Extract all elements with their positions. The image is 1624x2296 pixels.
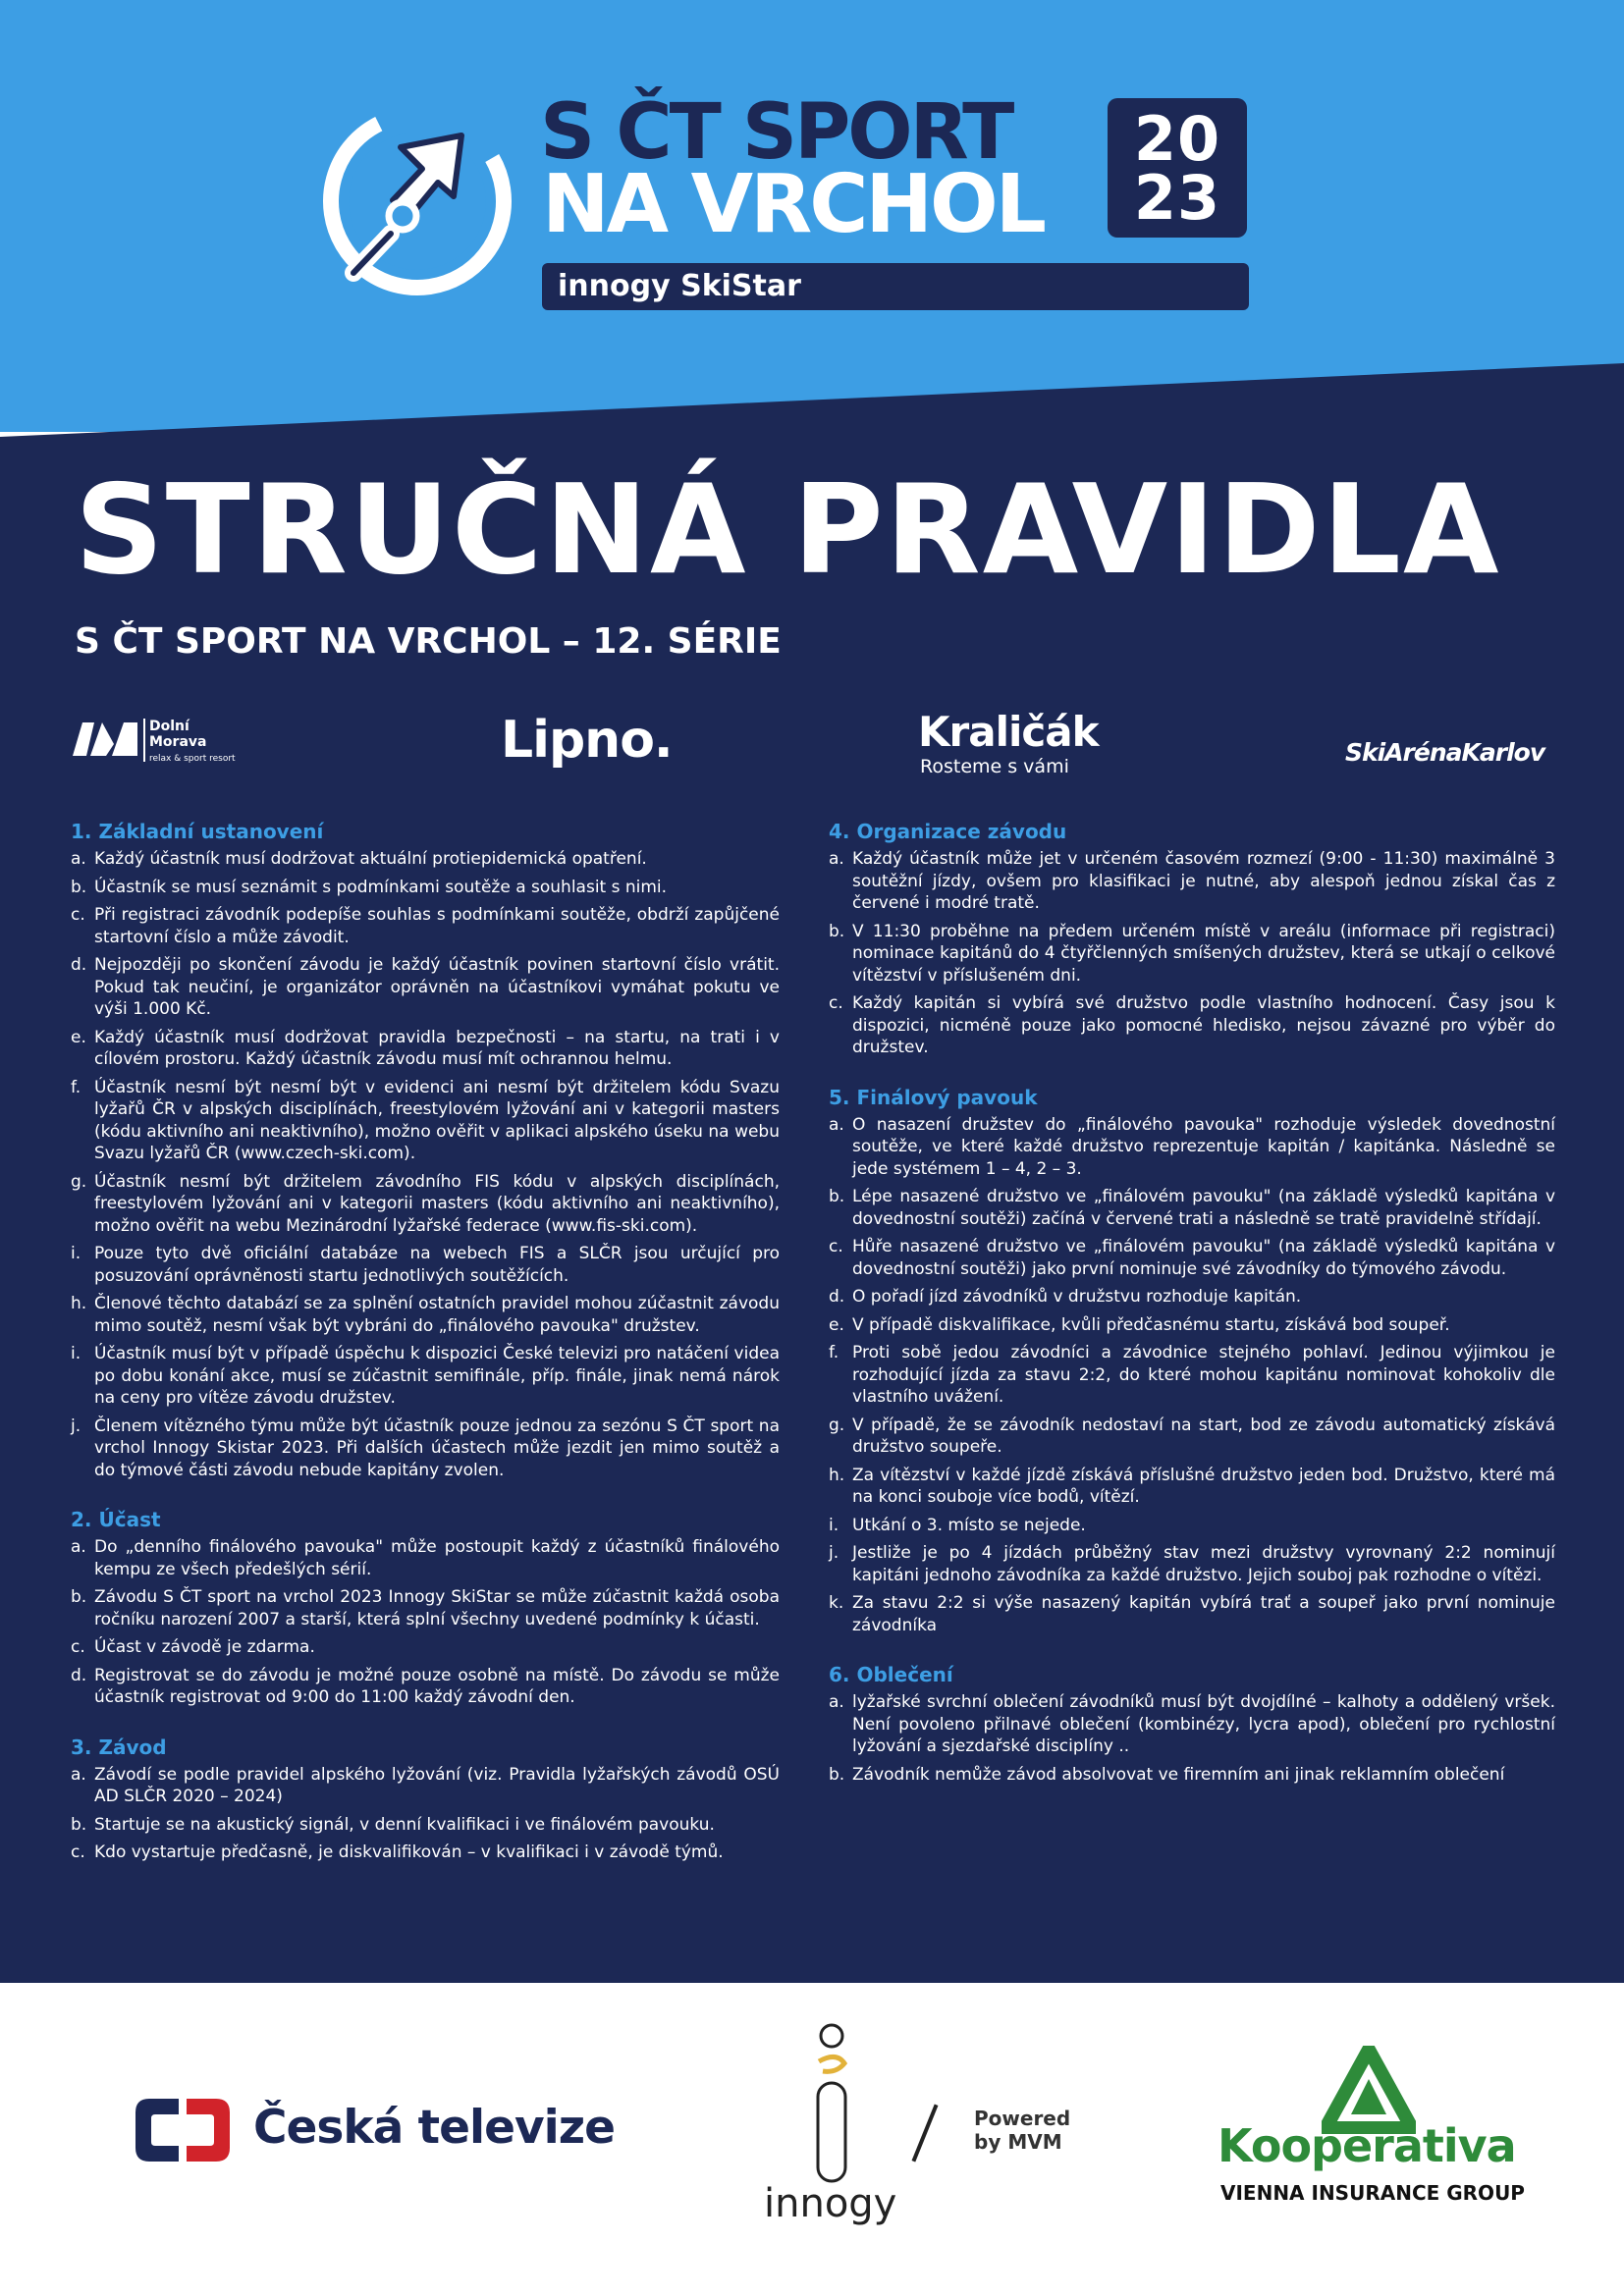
rule-text: Závodník nemůže závod absolvovat ve firemním ani jinak reklamním oblečení bbox=[852, 1764, 1505, 1785]
rule-text: Účastník se musí seznámit s podmínkami soutěže a souhlasit s nimi. bbox=[94, 877, 668, 897]
rule-text: Registrovat se do závodu je možné pouze osobně na místě. Do závodu se může účastník registrovat od 9:00 do 11:00 každý závodní den. bbox=[94, 1665, 780, 1707]
rule-letter: i. bbox=[71, 1244, 81, 1263]
rule-item bbox=[829, 1236, 1555, 1280]
rule-text: Členové těchto databází se za splnění ostatních pravidel mohou zúčastnit závodu mimo soutěž, nesmí však být vybráni do „finálového pavouka" družstev. bbox=[94, 1294, 780, 1336]
rule-letter: i. bbox=[71, 1344, 81, 1363]
rules-section bbox=[71, 1735, 780, 1864]
rule-text: Hůře nasazené družstvo ve „finálovém pavouku" (na základě výsledků kapitána v dovednostní soutěži) jako první nominuje své závodníky do týmového závodu. bbox=[852, 1237, 1555, 1279]
rule-letter: a. bbox=[71, 1537, 86, 1557]
ceska-televize-logo-icon bbox=[130, 2091, 238, 2169]
rule-item bbox=[829, 1465, 1555, 1509]
rule-text: V případě, že se závodník nedostaví na start, bod ze závodu automatický získává družstvo soupeře. bbox=[852, 1415, 1555, 1457]
dolni-morava-mark-icon bbox=[73, 722, 137, 756]
section-title: 1. Základní ustanovení bbox=[71, 820, 324, 843]
rule-item bbox=[71, 1764, 780, 1808]
rule-item bbox=[71, 1665, 780, 1709]
ceska-televize-name: Česká televize bbox=[253, 2101, 615, 2155]
rule-text: O nasazení družstev do „finálového pavouka" rozhoduje výsledek dovednostní soutěže, ve které každé družstvo reprezentuje kapitán / kapitánka. Následně se jede systémem 1 – 4, 2 – 3. bbox=[852, 1114, 1555, 1179]
rule-letter: b. bbox=[829, 1187, 845, 1206]
rule-item bbox=[71, 877, 780, 899]
rule-text: Závodu S ČT sport na vrchol 2023 Innogy SkiStar se může zúčastnit každá osoba ročníku narození 2007 a starší, která splní všechny uvedené podmínky k účasti. bbox=[94, 1587, 780, 1629]
rule-text: Každý účastník musí dodržovat aktuální protiepidemická opatření. bbox=[94, 849, 647, 869]
rule-letter: d. bbox=[829, 1287, 845, 1307]
rule-text: Utkání o 3. místo se nejede. bbox=[852, 1515, 1086, 1535]
rule-item bbox=[829, 848, 1555, 915]
rule-item bbox=[829, 1542, 1555, 1586]
section-title: 6. Oblečení bbox=[829, 1663, 953, 1686]
rule-letter: d. bbox=[71, 955, 87, 975]
rule-item bbox=[829, 1515, 1555, 1537]
rule-letter: h. bbox=[71, 1294, 87, 1313]
skier-arrow-logo-icon bbox=[314, 98, 520, 304]
rule-letter: h. bbox=[829, 1465, 845, 1485]
powered-line1: Powered bbox=[974, 2107, 1071, 2130]
rule-letter: i. bbox=[829, 1515, 839, 1535]
section-title: 2. Účast bbox=[71, 1508, 161, 1531]
rules-section bbox=[829, 1085, 1555, 1637]
rule-item bbox=[71, 1243, 780, 1287]
rule-letter: a. bbox=[829, 1692, 844, 1712]
kralicak-logo bbox=[918, 709, 1099, 777]
rule-item bbox=[829, 1764, 1555, 1787]
year-top: 20 bbox=[1133, 103, 1221, 175]
rule-letter: j. bbox=[71, 1415, 81, 1436]
kralicak-tagline: Rosteme s vámi bbox=[920, 756, 1069, 777]
rule-item bbox=[71, 904, 780, 948]
rule-text: O pořadí jízd závodníků v družstvu rozhoduje kapitán. bbox=[852, 1287, 1302, 1307]
rule-letter: a. bbox=[829, 1114, 844, 1135]
rule-letter: d. bbox=[71, 1665, 87, 1685]
rule-letter: e. bbox=[829, 1314, 844, 1335]
page-title: STRUČNÁ PRAVIDLA bbox=[75, 457, 1501, 602]
rule-text: Lépe nasazené družstvo ve „finálovém pavouku" (na základě výsledků kapitána v dovednostní soutěži) začíná v červené trati a následně se tratě pravidelně střídají. bbox=[852, 1187, 1555, 1229]
page-subtitle: S ČT SPORT NA VRCHOL – 12. SÉRIE bbox=[75, 621, 782, 662]
innogy-figure-icon bbox=[807, 2022, 856, 2184]
rule-text: Každý účastník musí dodržovat pravidla bezpečnosti – na startu, na trati i v cílovém prostoru. Každý účastník závodu musí mít ochrannou helmu. bbox=[94, 1027, 780, 1069]
rule-item bbox=[829, 1314, 1555, 1337]
section-title: 4. Organizace závodu bbox=[829, 820, 1067, 843]
rule-text: Účast v závodě je zdarma. bbox=[94, 1637, 315, 1657]
rule-letter: b. bbox=[71, 1814, 87, 1835]
rule-item bbox=[71, 1842, 780, 1864]
rule-letter: k. bbox=[829, 1593, 844, 1613]
rule-item bbox=[829, 1186, 1555, 1230]
skiarena-karlov-logo: SkiArénaKarlov bbox=[1345, 738, 1545, 767]
rule-item bbox=[71, 1077, 780, 1165]
rule-item bbox=[71, 1536, 780, 1580]
rule-text: Nejpozději po skončení závodu je každý účastník povinen startovní číslo vrátit. Pokud tak neučiní, je organizátor oprávněn na účastníkovi vymáhat pokutu ve výši 1.000 Kč. bbox=[94, 955, 780, 1019]
rule-letter: a. bbox=[829, 849, 844, 869]
rule-item bbox=[71, 1636, 780, 1659]
rule-text: Účastník musí být v případě úspěchu k dispozici České televizi pro natáčení videa po dobu konání akce, musí se zúčastnit semifinále, příp. finále, jinak nemá nárok na ceny pro vítěze závodu družstev. bbox=[94, 1344, 780, 1408]
rules-section bbox=[71, 1507, 780, 1709]
rule-item bbox=[829, 1415, 1555, 1459]
dolni-morava-separator bbox=[143, 719, 145, 762]
rule-letter: g. bbox=[71, 1171, 87, 1192]
rule-letter: c. bbox=[829, 993, 843, 1013]
rule-text: Účastník nesmí být držitelem závodního FIS kódu v alpských disciplínách, freestylovém lyžování ani v kategorii masters (kódu aktivního ani neaktivního), možno ověřit na webu Mezinárodní lyžařské federace (www.fis-ski.com). bbox=[94, 1171, 780, 1236]
rule-text: Závodí se podle pravidel alpského lyžování (viz. Pravidla lyžařských závodů OSÚ AD SLČR 2020 – 2024) bbox=[94, 1764, 780, 1806]
rule-text: lyžařské svrchní oblečení závodníků musí být dvojdílné – kalhoty a oddělený vršek. Není povoleno přilnavé oblečení (kombinézy, lycra apod), oblečení pro rychlostní lyžování a sjezdařské disciplíny .. bbox=[852, 1692, 1555, 1756]
rule-item bbox=[829, 1286, 1555, 1308]
rule-item bbox=[71, 1415, 780, 1482]
rule-letter: c. bbox=[71, 905, 85, 925]
rule-text: V 11:30 proběhne na předem určeném místě v areálu (informace při registraci) nominace kapitánů do 4 čtyřčlenných smíšených družstev, která se utkají o celkové vítězství v příslušeném dni. bbox=[852, 921, 1555, 986]
rule-text: V případě diskvalifikace, kvůli předčasnému startu, získává bod soupeř. bbox=[852, 1314, 1450, 1335]
rules-section bbox=[71, 819, 780, 1481]
powered-line2: by MVM bbox=[974, 2130, 1062, 2154]
rules-left-column bbox=[71, 819, 780, 1890]
kralicak-name: Kraličák bbox=[918, 708, 1099, 756]
rule-item bbox=[71, 1171, 780, 1238]
dolni-morava-logo bbox=[73, 715, 269, 774]
dolni-morava-name: Dolní Morava bbox=[149, 719, 207, 750]
rule-letter: b. bbox=[71, 1587, 87, 1607]
lipno-logo: Lipno. bbox=[501, 711, 673, 770]
rule-letter: e. bbox=[71, 1027, 86, 1047]
rule-letter: j. bbox=[829, 1543, 839, 1563]
rule-letter: c. bbox=[71, 1637, 85, 1657]
rule-item bbox=[71, 1293, 780, 1337]
rule-item bbox=[829, 1114, 1555, 1181]
rule-letter: a. bbox=[71, 849, 86, 869]
rule-text: Pouze tyto dvě oficiální databáze na webech FIS a SLČR jsou určující pro posuzování oprávněnosti startu jednotlivých soutěžících. bbox=[94, 1244, 780, 1286]
header-title-line1: S ČT SPORT bbox=[540, 88, 1012, 177]
kooperativa-name: Kooperativa bbox=[1218, 2119, 1516, 2172]
rule-text: Každý kapitán si vybírá své družstvo podle vlastního hodnocení. Časy jsou k dispozici, nicméně pouze jako pomocné hledisko, nejsou závazné pro výběr do družstev. bbox=[852, 993, 1555, 1057]
powered-by-mvm bbox=[974, 2107, 1070, 2154]
rule-letter: a. bbox=[71, 1764, 86, 1785]
rule-item bbox=[829, 1342, 1555, 1409]
rule-text: Kdo vystartuje předčasně, je diskvalifikován – v kvalifikaci i v závodě týmů. bbox=[94, 1842, 724, 1862]
year-badge bbox=[1108, 98, 1247, 238]
rule-item bbox=[71, 1586, 780, 1630]
rule-text: Členem vítězného týmu může být účastník pouze jednou za sezónu S ČT sport na vrchol Innogy Skistar 2023. Při dalších účastech může jezdit jen mimo soutěž a do týmové části závodu nebude kapitány zvolen. bbox=[94, 1415, 780, 1480]
year-bottom: 23 bbox=[1133, 162, 1221, 234]
rule-letter: b. bbox=[829, 921, 845, 941]
rule-letter: c. bbox=[829, 1237, 843, 1256]
rule-letter: b. bbox=[829, 1764, 845, 1785]
rule-item bbox=[829, 1691, 1555, 1758]
slash-divider bbox=[912, 2105, 939, 2163]
rule-letter: f. bbox=[829, 1343, 839, 1362]
rule-letter: g. bbox=[829, 1415, 845, 1435]
rule-item bbox=[71, 1814, 780, 1837]
rule-letter: c. bbox=[71, 1842, 85, 1862]
rule-item bbox=[829, 1592, 1555, 1636]
rules-section bbox=[829, 819, 1555, 1059]
rule-text: Účastník nesmí být nesmí být v evidenci ani nesmí být držitelem kódu Svazu lyžařů ČR v alpských disciplínách, freestylovém lyžování ani v kategorii masters (kódu aktivního ani neaktivního), možno ověřit v aplikaci alpského úseku na webu Svazu lyžařů ČR (www.czech-ski.com). bbox=[94, 1077, 780, 1163]
rule-item bbox=[71, 1027, 780, 1071]
rules-section bbox=[829, 1662, 1555, 1786]
section-title: 5. Finálový pavouk bbox=[829, 1085, 1038, 1109]
rule-text: Za vítězství v každé jízdě získává příslušné družstvo jeden bod. Družstvo, které má na konci souboje více bodů, vítězí. bbox=[852, 1465, 1555, 1507]
rule-text: Při registraci závodník podepíše souhlas s podmínkami soutěže, obdrží zapůjčené startovní číslo a může závodit. bbox=[94, 905, 780, 947]
rule-text: Každý účastník může jet v určeném časovém rozmezí (9:00 - 11:30) maximálně 3 soutěžní jízdy, ovšem pro klasifikaci je nutné, aby alespoň jednou získal čas z červené i modré tratě. bbox=[852, 849, 1555, 913]
header-subtitle-bar: innogy SkiStar bbox=[542, 263, 1249, 310]
rule-item bbox=[71, 848, 780, 871]
rule-letter: f. bbox=[71, 1077, 81, 1097]
rule-text: Proti sobě jedou závodníci a závodnice stejného pohlaví. Jedinou výjimkou je rozhodující jízda za stavu 2:2, do které mohou kapitánu nominovat kohokoliv dle vlastního uvážení. bbox=[852, 1343, 1555, 1407]
header-title-line2: NA VRCHOL bbox=[542, 158, 1045, 251]
section-title: 3. Závod bbox=[71, 1735, 167, 1759]
rule-item bbox=[71, 954, 780, 1021]
innogy-name: innogy bbox=[764, 2181, 897, 2226]
rule-item bbox=[829, 921, 1555, 988]
rule-item bbox=[829, 992, 1555, 1059]
rules-right-column bbox=[829, 819, 1555, 1811]
dolni-morava-tagline: relax & sport resort bbox=[149, 754, 236, 764]
rule-text: Jestliže je po 4 jízdách průběžný stav mezi družstvy vyrovnaný 2:2 nominují kapitáni jednoho závodníka za každé družstvo. Jejich souboj pak rozhodne o vítězi. bbox=[852, 1543, 1555, 1585]
rule-text: Za stavu 2:2 si výše nasazený kapitán vybírá trať a soupeř jako první nominuje závodníka bbox=[852, 1593, 1555, 1635]
kooperativa-subtitle: VIENNA INSURANCE GROUP bbox=[1220, 2181, 1525, 2205]
rule-text: Startuje se na akustický signál, v denní kvalifikaci i ve finálovém pavouku. bbox=[94, 1814, 715, 1835]
rule-text: Do „denního finálového pavouka" může postoupit každý z účastníků finálového kempu ze všech předešlých sérií. bbox=[94, 1537, 780, 1579]
rule-letter: b. bbox=[71, 877, 87, 897]
rule-item bbox=[71, 1343, 780, 1410]
